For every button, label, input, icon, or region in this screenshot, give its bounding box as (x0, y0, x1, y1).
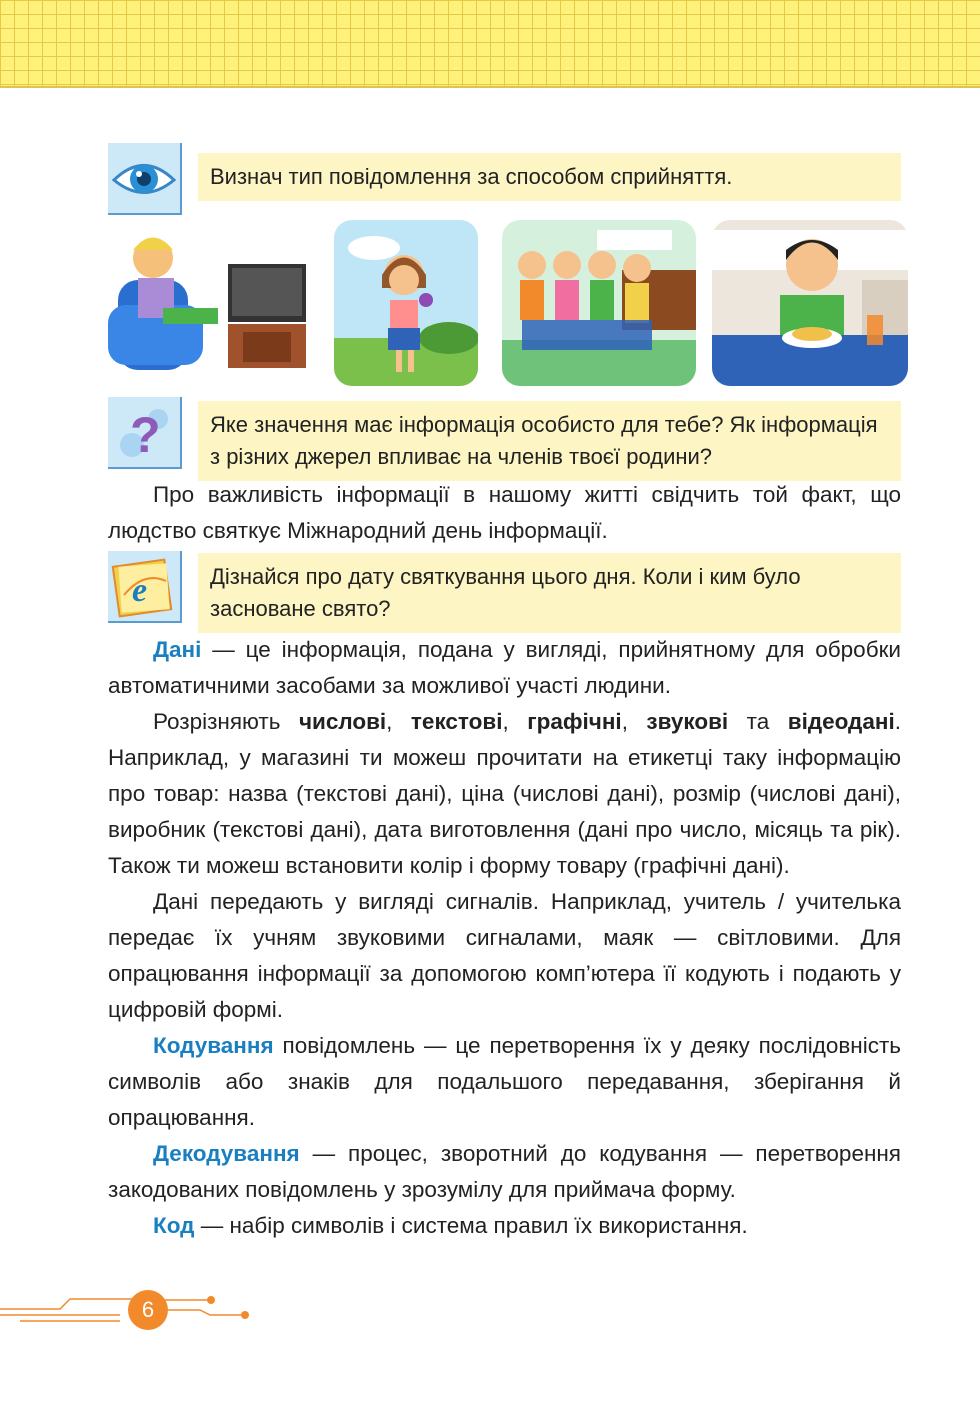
illustrations-row (108, 220, 908, 390)
term-code: Код (153, 1213, 195, 1238)
page-number: 6 (128, 1290, 168, 1330)
svg-text:?: ? (130, 407, 161, 463)
sep: та (728, 709, 788, 734)
definition-decoding (108, 1136, 901, 1208)
paragraph-info-day (108, 477, 901, 549)
main-text (108, 632, 901, 1244)
illustration-children-singing (502, 220, 696, 386)
sep: , (621, 709, 647, 734)
illustration-boy-watching-tv (108, 220, 312, 386)
question-icon (108, 397, 182, 469)
illustration-boy-eating (712, 220, 908, 386)
svg-text:e: e (132, 572, 148, 609)
internet-book-icon (108, 551, 182, 623)
type-text: текстові (410, 709, 503, 734)
task-question-text: Яке значення має інформація особисто для тебе? Як інформація з різних джерел впливає на членів твоєї родини? (198, 401, 901, 481)
definition-coding (108, 1028, 901, 1136)
type-graphic: графічні (527, 709, 622, 734)
term-decoding: Декодування (153, 1141, 300, 1166)
paragraph-signals: Дані передають у вигляді сигналів. Наприклад, учитель / учителька передає їх учням звуковими сигналами, маяк — світловими. Для опрацювання інформації за допомогою комп’ютера її кодують і подають у цифровій формі. (108, 889, 901, 1022)
definition-code (108, 1208, 901, 1244)
definition-dani (108, 632, 901, 704)
type-numeric: числові (298, 709, 387, 734)
paragraph-data-types (108, 704, 901, 884)
definition-dani-text: — це інформація, подана у вигляді, прийнятному для обробки автоматичними засобами за можливої участі людини. (108, 637, 901, 698)
term-dani: Дані (153, 637, 202, 662)
paragraph-info-day-text: Про важливість інформації в нашому житті свідчить той факт, що людство святкує Міжнародний день інформації. (108, 482, 901, 543)
task-observe-text: Визнач тип повідомлення за способом сприйняття. (198, 153, 901, 201)
definition-coding-text: повідомлень — це перетворення їх у деяку послідовність символів або знаків для подальшого передавання, зберігання й опрацювання. (108, 1033, 901, 1130)
term-coding: Кодування (153, 1033, 274, 1058)
types-example: . Наприклад, у магазині ти можеш прочитати на етикетці таку інформацію про товар: назва (текстові дані), ціна (числові дані), розмір (числові дані), виробник (текстові дані), дата виготовлення (дані про число, місяць та рік). Також ти можеш встановити колір і форму товару (графічні дані). (108, 709, 901, 878)
definition-code-text: — набір символів і система правил їх використання. (194, 1213, 748, 1238)
task-research-text: Дізнайся про дату святкування цього дня. Коли і ким було засноване свято? (198, 553, 901, 633)
definition-decoding-text: — процес, зворотний до кодування — перетворення закодованих повідомлень у зрозумілу для приймача форму. (108, 1141, 901, 1202)
type-sound: звукові (646, 709, 729, 734)
eye-icon (108, 143, 182, 215)
sep: , (502, 709, 528, 734)
header-grid-band (0, 0, 980, 88)
illustration-girl-smelling-flower (334, 220, 478, 386)
sep: , (386, 709, 411, 734)
type-video: відеодані (787, 709, 895, 734)
types-intro: Розрізняють (153, 709, 299, 734)
